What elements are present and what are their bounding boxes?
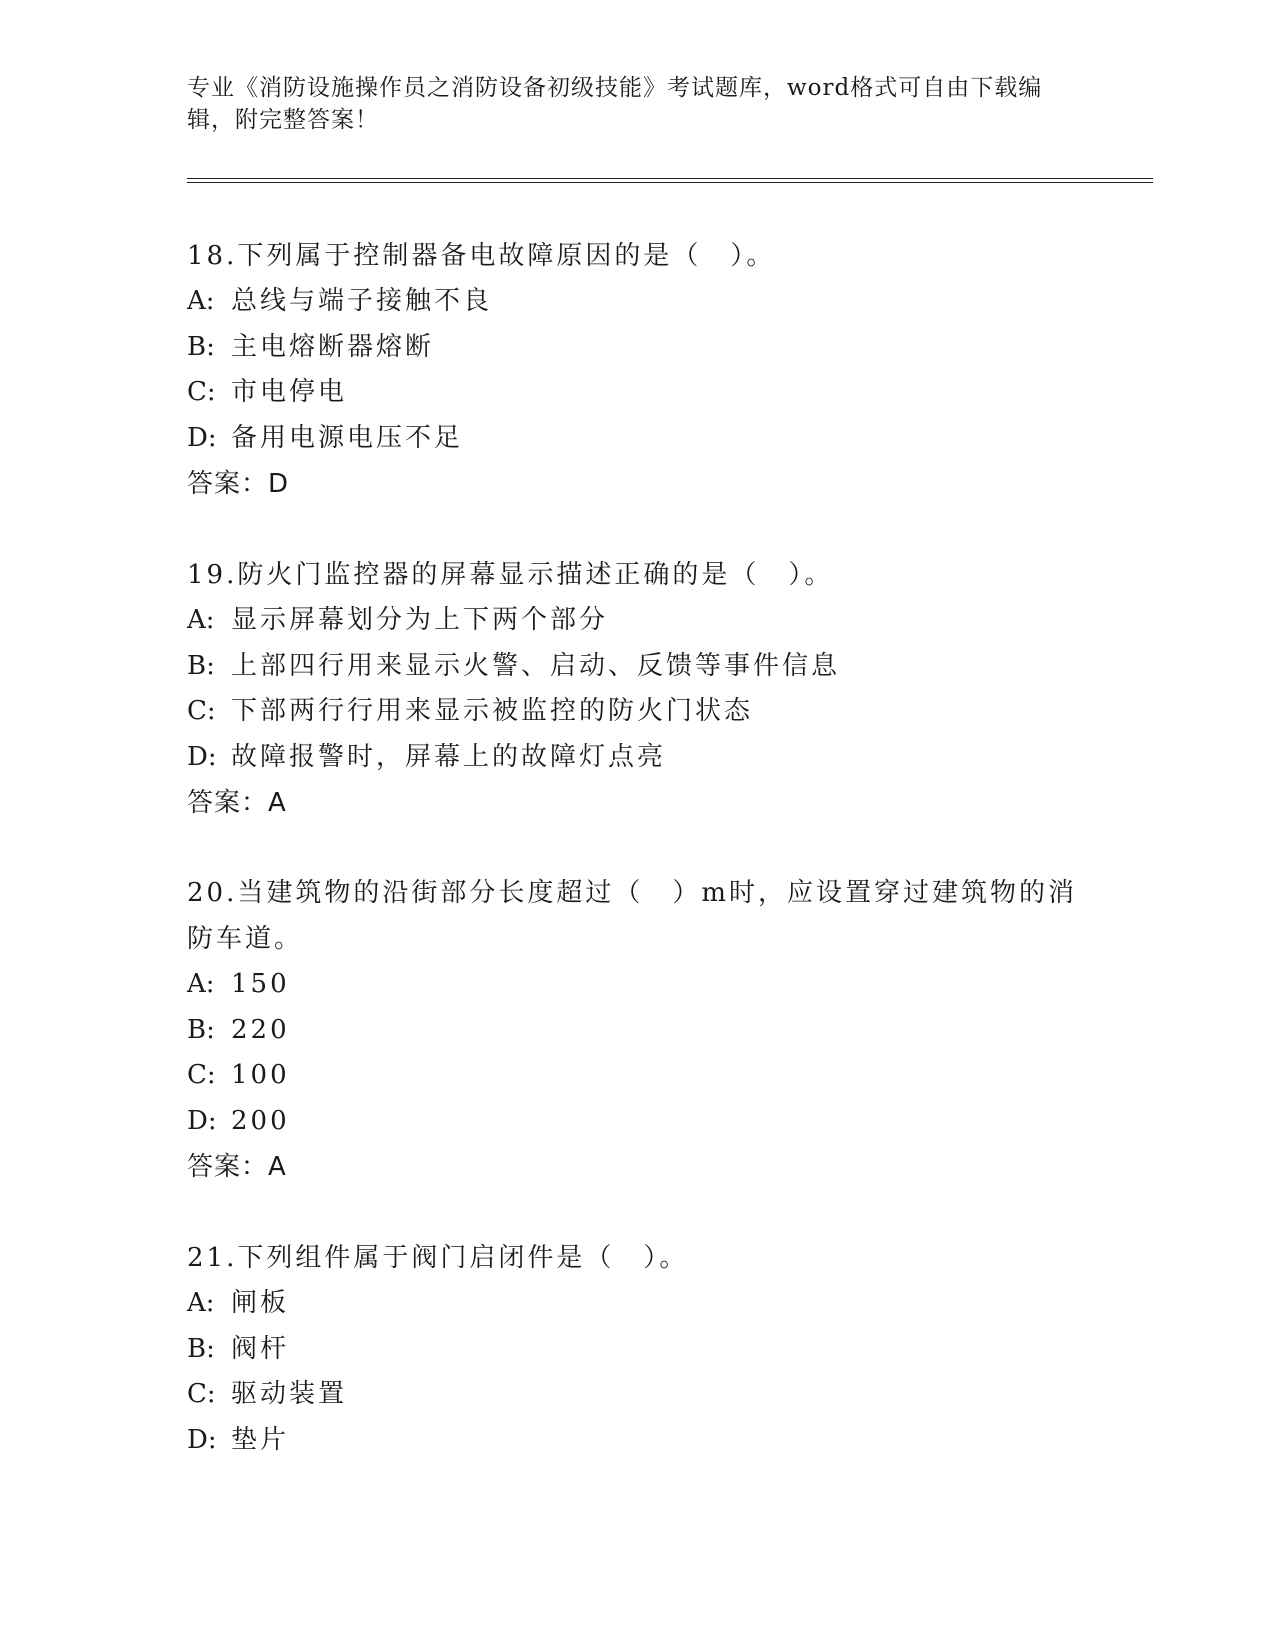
option-d [187,1418,1087,1464]
question-19 [187,552,1087,826]
option-letter: D: [187,1424,217,1455]
question-18 [187,233,1087,507]
option-d [187,1099,1087,1145]
option-text: 驱动装置 [231,1379,348,1409]
answer-line: 答案：A [187,1152,287,1182]
option-letter: A: [187,605,215,635]
option-letter: B: [187,1333,215,1364]
option-text: 上部四行用来显示火警、启动、反馈等事件信息 [231,650,841,681]
option-letter: A: [187,969,215,999]
answer-line: 答案：A [187,788,287,818]
option-b [187,1008,1087,1054]
option-text: 阀杆 [231,1333,290,1364]
document-header: 专业《消防设施操作员之消防设备初级技能》考试题库，word格式可自由下载编辑，附完整答案！ [187,75,1043,133]
question-20 [187,870,1087,1190]
option-letter: C: [187,377,216,407]
option-letter: B: [187,331,215,362]
option-text: 备用电源电压不足 [231,422,464,453]
question-stem: 20.当建筑物的沿街部分长度超过（ ）m时，应设置穿过建筑物的消防车道。 [187,878,1078,954]
option-letter: C: [187,696,216,726]
option-letter: C: [187,1379,216,1409]
option-b [187,325,1087,371]
answer-line: 答案：D [187,469,290,499]
option-d [187,416,1087,462]
header-divider-top [187,178,1153,179]
question-stem: 19.防火门监控器的屏幕显示描述正确的是（ ）。 [187,560,834,590]
question-21 [187,1235,1087,1463]
option-letter: A: [187,1288,215,1318]
option-text: 市电停电 [231,377,348,407]
option-d [187,735,1087,781]
option-letter: C: [187,1060,216,1090]
option-text: 200 [231,1105,290,1136]
option-text: 故障报警时，屏幕上的故障灯点亮 [231,741,667,772]
option-letter: A: [187,286,215,316]
option-text: 100 [231,1060,290,1090]
option-text: 闸板 [231,1288,290,1318]
option-text: 下部两行行用来显示被监控的防火门状态 [231,696,754,726]
option-a [187,279,1087,325]
option-text: 垫片 [231,1424,290,1455]
option-letter: D: [187,422,217,453]
option-c [187,370,1087,416]
question-stem: 18.下列属于控制器备电故障原因的是（ ）。 [187,241,776,271]
option-letter: B: [187,650,215,681]
option-text: 显示屏幕划分为上下两个部分 [231,605,609,635]
question-stem: 21.下列组件属于阀门启闭件是（ ）。 [187,1243,689,1273]
option-text: 总线与端子接触不良 [231,286,493,316]
option-a [187,1281,1087,1327]
option-c [187,689,1087,735]
option-c [187,1053,1087,1099]
option-b [187,644,1087,690]
option-letter: D: [187,741,217,772]
option-a [187,962,1087,1008]
option-text: 150 [231,969,290,999]
option-a [187,598,1087,644]
header-divider-bottom [187,182,1153,183]
option-letter: D: [187,1105,217,1136]
option-text: 主电熔断器熔断 [231,331,435,362]
option-letter: B: [187,1014,215,1045]
option-c [187,1372,1087,1418]
option-b [187,1327,1087,1373]
option-text: 220 [231,1014,290,1045]
